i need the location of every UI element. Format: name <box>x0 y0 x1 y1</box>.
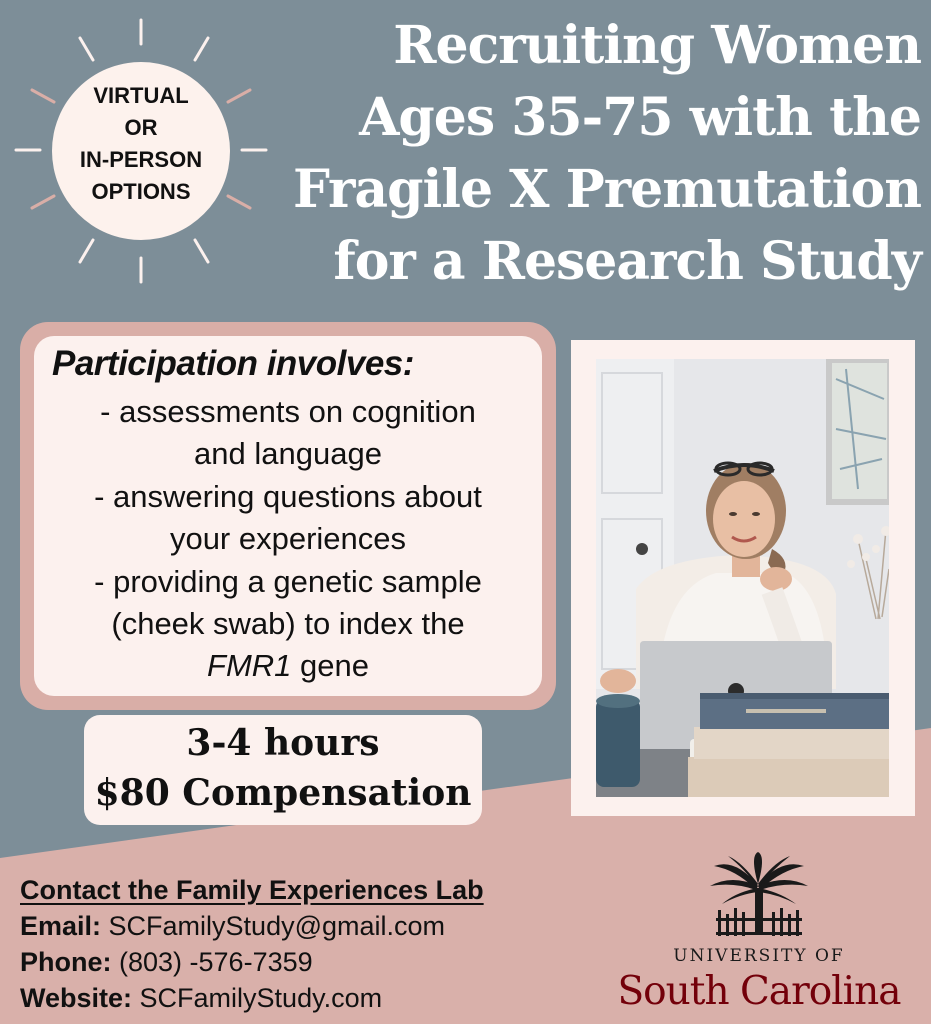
website-value[interactable]: SCFamilyStudy.com <box>132 983 383 1013</box>
email-value[interactable]: SCFamilyStudy@gmail.com <box>101 911 446 941</box>
participation-line-7 <box>34 645 542 687</box>
headline <box>281 10 921 298</box>
participation-list <box>34 391 542 688</box>
participation-line-2: and language <box>194 436 382 472</box>
palmetto-tree-icon <box>706 852 812 940</box>
gene-suffix: gene <box>291 648 369 684</box>
compensation-text <box>84 718 482 818</box>
contact-phone <box>20 944 484 980</box>
badge-line-in-person: IN-PERSON <box>79 147 203 172</box>
contact-block <box>20 872 484 1016</box>
participation-line-5: - providing a genetic sample <box>94 563 482 599</box>
website-label: Website: <box>20 983 133 1013</box>
options-badge-text <box>52 80 230 208</box>
email-label: Email: <box>20 911 102 941</box>
participation-line-6: (cheek swab) to index the <box>111 606 465 642</box>
headline-line-1: Recruiting Women <box>393 15 921 76</box>
phone-label: Phone: <box>20 947 112 977</box>
university-of-label: UNIVERSITY OF <box>673 946 845 966</box>
duration: 3-4 hours <box>186 722 380 764</box>
compensation-amount: $80 Compensation <box>94 772 472 814</box>
headline-line-2: Ages 35-75 with the <box>359 87 921 148</box>
university-name: South Carolina <box>617 969 901 1014</box>
headline-line-4: for a Research Study <box>333 231 921 292</box>
contact-email <box>20 908 484 944</box>
badge-line-or: OR <box>124 115 158 140</box>
participation-line-4: your experiences <box>169 521 407 557</box>
participation-title: Participation involves: <box>52 344 414 383</box>
participation-line-1: - assessments on cognition <box>100 394 476 429</box>
headline-line-3: Fragile X Premutation <box>293 159 921 220</box>
phone-value[interactable]: (803) -576-7359 <box>111 947 313 977</box>
badge-line-virtual: VIRTUAL <box>93 83 189 108</box>
contact-website <box>20 980 484 1016</box>
badge-line-options: OPTIONS <box>91 179 191 204</box>
participation-line-3: - answering questions about <box>94 478 482 514</box>
gene-name: FMR1 <box>207 648 292 684</box>
contact-heading: Contact the Family Experiences Lab <box>20 875 484 905</box>
participant-photo <box>596 359 889 797</box>
